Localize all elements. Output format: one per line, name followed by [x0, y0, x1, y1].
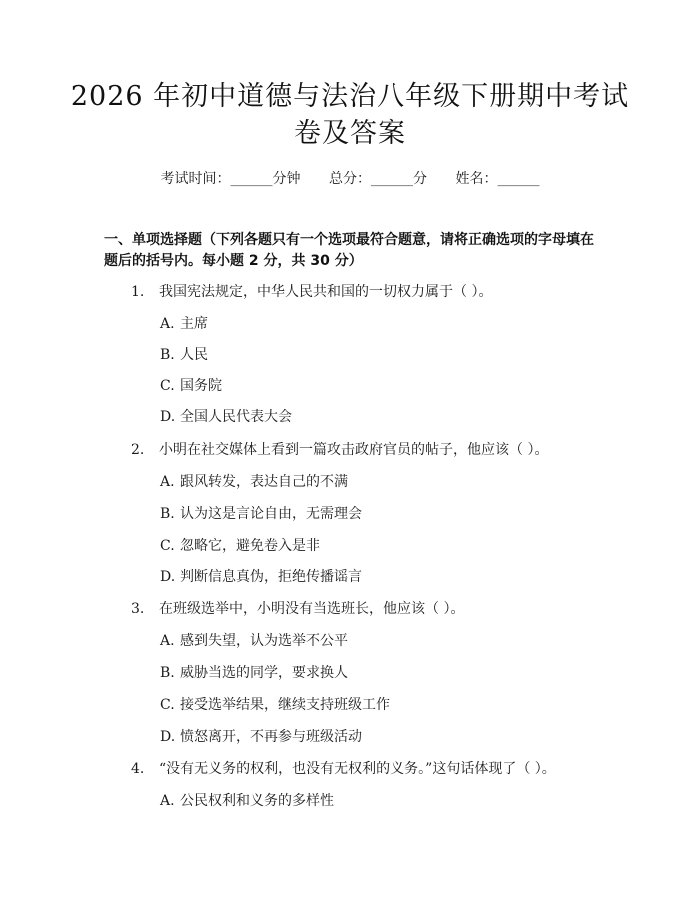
question-3-option-d — [160, 727, 362, 747]
question-3-option-b — [160, 663, 348, 683]
question-text: “没有无义务的权利，也没有无权利的义务。”这句话体现了（ ）。 — [159, 761, 556, 777]
question-1-option-d — [160, 407, 292, 427]
question-text: 小明在社交媒体上看到一篇攻击政府官员的帖子，他应该（ ）。 — [159, 442, 549, 458]
exam-time-unit: 分钟 — [272, 171, 301, 187]
option-text: 判断信息真伪，拒绝传播谣言 — [180, 569, 362, 585]
option-letter: A. — [160, 474, 175, 490]
total-score-unit: 分 — [413, 171, 427, 187]
option-text: 国务院 — [180, 378, 222, 394]
student-name-blank: ______ — [497, 171, 540, 187]
question-number: 2. — [131, 442, 145, 458]
option-text: 公民权利和义务的多样性 — [180, 793, 334, 809]
exam-time-field — [161, 169, 301, 189]
option-letter: B. — [160, 347, 175, 363]
option-letter: A. — [160, 633, 175, 649]
option-text: 人民 — [180, 347, 208, 363]
option-text: 愤怒离开，不再参与班级活动 — [180, 729, 362, 745]
question-1-option-b — [160, 345, 208, 365]
section-heading-continued: 题后的括号内。每小题 2 分，共 30 分） — [104, 253, 363, 269]
total-score-blank: ______ — [371, 171, 413, 187]
option-text: 忽略它，避免卷入是非 — [180, 538, 320, 554]
option-letter: A. — [160, 316, 175, 332]
question-number: 4. — [131, 761, 145, 777]
question-3-option-c — [160, 695, 390, 715]
question-3-option-a — [160, 631, 348, 651]
question-4 — [131, 759, 556, 779]
option-letter: B. — [160, 506, 175, 522]
question-text: 我国宪法规定，中华人民共和国的一切权力属于（ ）。 — [159, 284, 493, 300]
option-text: 主席 — [180, 316, 208, 332]
question-text: 在班级选举中，小明没有当选班长，他应该（ ）。 — [159, 601, 465, 617]
option-letter: D. — [160, 729, 176, 745]
question-1 — [131, 282, 492, 302]
question-2-option-a — [160, 472, 348, 492]
page-title: 2026 年初中道德与法治八年级下册期中考试 — [70, 81, 630, 112]
question-1-option-c — [160, 376, 222, 396]
option-text: 感到失望，认为选举不公平 — [180, 633, 348, 649]
exam-info-line — [0, 169, 700, 189]
question-2-option-c — [160, 536, 320, 556]
exam-time-blank: ______ — [230, 171, 273, 187]
option-letter: A. — [160, 793, 175, 809]
exam-time-label: 考试时间： — [160, 171, 231, 187]
question-1-option-a — [160, 314, 208, 334]
option-letter: C. — [160, 538, 175, 554]
section-heading: 一、单项选择题（下列各题只有一个选项最符合题意，请将正确选项的字母填在 — [104, 232, 594, 248]
total-score-label: 总分： — [329, 171, 371, 187]
question-2-option-b — [160, 504, 362, 524]
question-2-option-d — [160, 567, 362, 587]
option-letter: B. — [160, 665, 175, 681]
option-text: 跟风转发，表达自己的不满 — [180, 474, 348, 490]
question-2 — [131, 440, 548, 460]
page-title-continued: 卷及答案 — [294, 118, 406, 149]
option-text: 威胁当选的同学，要求换人 — [180, 665, 348, 681]
option-text: 认为这是言论自由，无需理会 — [180, 506, 362, 522]
option-text: 接受选举结果，继续支持班级工作 — [180, 697, 390, 713]
question-3 — [131, 599, 464, 619]
student-name-field — [455, 169, 539, 189]
question-number: 3. — [131, 601, 145, 617]
question-number: 1. — [131, 284, 145, 300]
option-letter: D. — [160, 409, 176, 425]
total-score-field — [329, 169, 427, 189]
student-name-label: 姓名： — [455, 171, 498, 187]
option-letter: D. — [160, 569, 176, 585]
question-4-option-a — [160, 791, 334, 811]
option-letter: C. — [160, 697, 175, 713]
option-letter: C. — [160, 378, 175, 394]
option-text: 全国人民代表大会 — [180, 409, 292, 425]
